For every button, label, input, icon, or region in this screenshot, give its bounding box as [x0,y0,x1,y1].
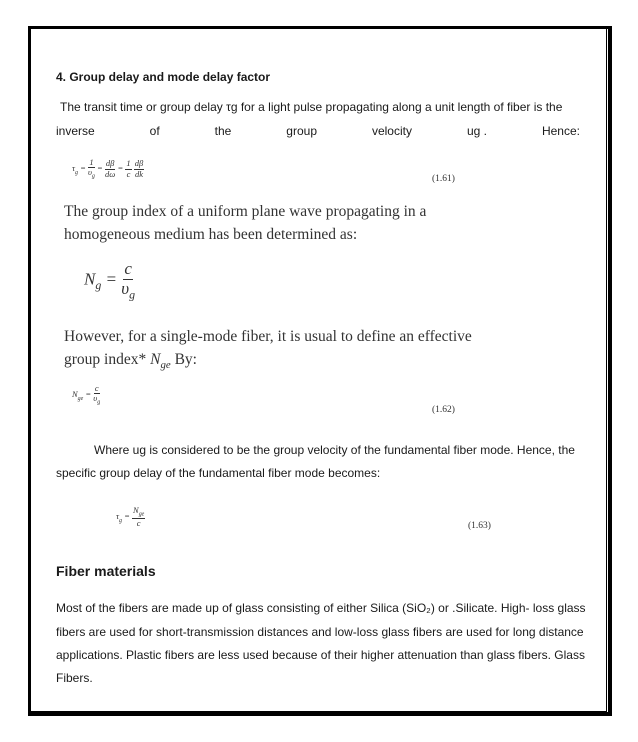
paragraph-2-line-2: specific group delay of the fundamental fiber mode becomes: [56,466,381,480]
group-index-line-1: The group index of a uniform plane wave propagating in a [64,203,427,220]
equation-number-1-63: (1.63) [468,521,491,531]
fiber-line-2: fibers are used for short-transmission distances and low-loss glass fibers are used for long distance [56,625,584,639]
word: velocity [371,124,412,138]
section-heading: 4. Group delay and mode delay factor [56,70,271,84]
however-line-1: However, for a single-mode fiber, it is usual to define an effective [64,328,472,345]
fiber-line-1: Most of the fibers are made up of glass consisting of either Silica (SiO₂) or .Silicate. High- loss glass [56,601,586,615]
equation-number-1-62: (1.62) [432,405,455,415]
word: group [286,124,317,138]
paragraph-2-line-1: Where ug is considered to be the group velocity of the fundamental fiber mode. Hence, the [94,443,575,457]
word: inverse [56,124,95,138]
equation-number-1-61: (1.61) [432,174,455,184]
equation-group-index: $N_g$ = $\frac{c}{\upsilon_g}$ [84,259,136,302]
word: the [214,124,232,138]
fiber-line-4: Fibers. [56,671,93,685]
equation-1-62: $N_{ge}$ = $\frac{c}{\upsilon_g}$ [72,383,101,407]
word: Hence: [541,124,580,138]
however-line-2: group index* $N_{ge}$ By: [64,351,197,372]
word: of [149,124,160,138]
equation-1-61: $\tau_g$ = $\frac{1}{\upsilon_g}$ = $\frac{d\beta}{d\omega}$ = $\frac{1}{c}$ $\frac{d\beta}{dk}$ [72,157,144,181]
paragraph-1-line-2 [56,124,580,138]
fiber-materials-heading: Fiber materials [56,563,156,579]
paragraph-1-line-1: The transit time or group delay τg for a light pulse propagating along a unit length of fiber is the [60,100,563,114]
group-index-line-2: homogeneous medium has been determined as: [64,226,358,243]
word: ug . [466,124,487,138]
fiber-line-3: applications. Plastic fibers are less used because of their higher attenuation than glass fibers. Glass [56,648,585,662]
equation-1-63: $\tau_g$ = $\frac{N_{ge}}{c}$ [116,505,145,529]
